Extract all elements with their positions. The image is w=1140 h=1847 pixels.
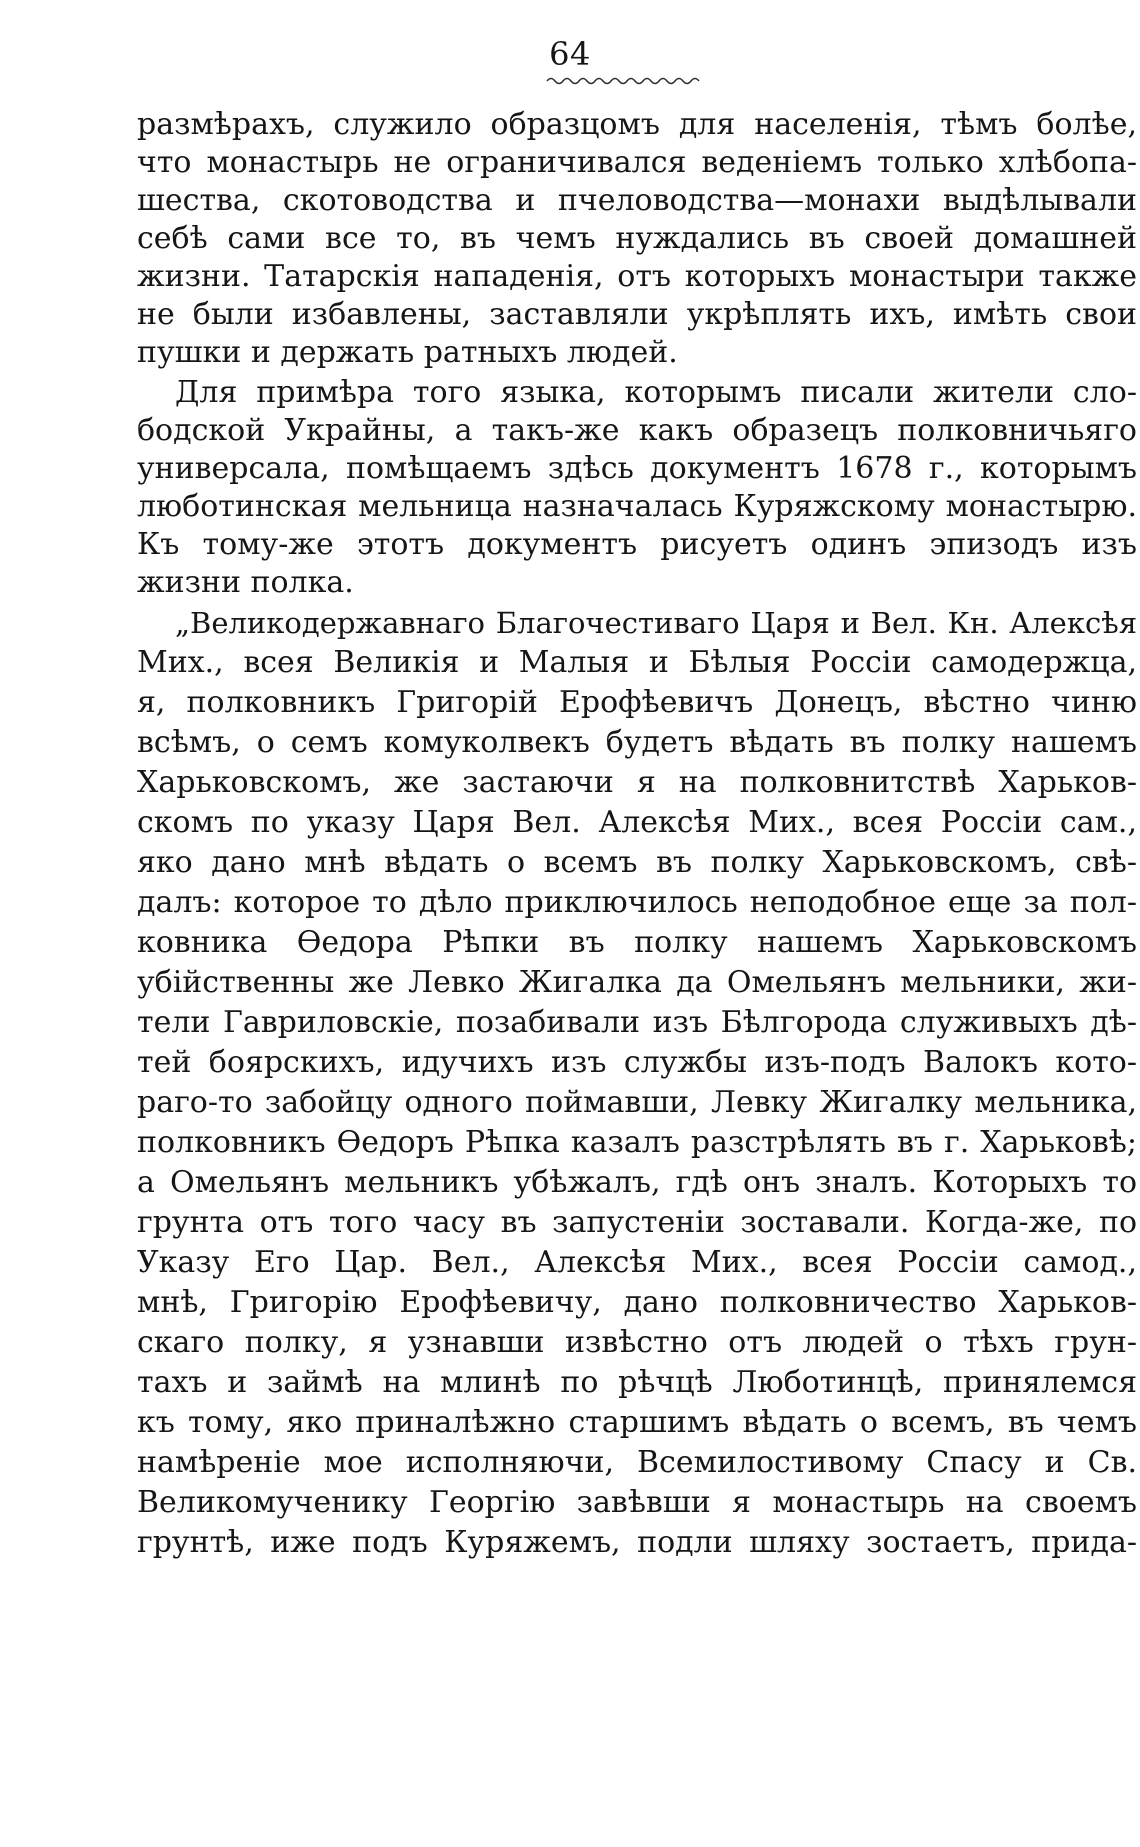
text-line: тели Гавриловскіе, позабивали изъ Бѣлгорода служивыхъ дѣ- [137,1005,1137,1040]
text-line: Указу Его Цар. Вел., Алексѣя Мих., всея Россіи самод., [137,1245,1137,1280]
text-line: универсала, помѣщаемъ здѣсь документъ 1678 г., которымъ [137,451,1137,486]
text-line: раго-то забойцу одного поймавши, Левку Жигалку мельника, [137,1085,1137,1120]
text-line: а Омельянъ мельникъ убѣжалъ, гдѣ онъ зналъ. Которыхъ то [137,1165,1137,1200]
text-line: всѣмъ, о семъ комуколвекъ будетъ вѣдать въ полку нашемъ [137,725,1137,760]
text-line: „Великодержавнаго Благочестиваго Царя и Вел. Кн. Алексѣя [175,606,1137,640]
text-line: жизни. Татарскія нападенія, отъ которыхъ монастыри также [137,259,1137,294]
text-line: грунтѣ, иже подъ Куряжемъ, подли шляху зостаетъ, прида- [137,1525,1137,1560]
page-number: 64 [549,35,591,73]
text-line: намѣреніе мое исполняючи, Всемилостивому Спасу и Св. [137,1445,1137,1480]
text-line: къ тому, яко приналѣжно старшимъ вѣдать о всемъ, въ чемъ [137,1405,1137,1440]
text-line: далъ: которое то дѣло приключилось неподобное еще за пол- [137,885,1137,920]
text-line: люботинская мельница назначалась Куряжскому монастырю. [137,489,1137,524]
text-line: мнѣ, Григорію Ерофѣевичу, дано полковничество Харьков- [137,1285,1137,1320]
text-line: Для примѣра того языка, которымъ писали жители сло- [175,375,1137,410]
text-line: бодской Украйны, а такъ-же какъ образецъ полковничьяго [137,413,1137,448]
text-line: тей боярскихъ, идучихъ изъ службы изъ-подъ Валокъ кото- [137,1045,1137,1080]
text-line: скаго полку, я узнавши извѣстно отъ людей о тѣхъ грун- [137,1325,1137,1360]
text-line: тахъ и займѣ на млинѣ по рѣчцѣ Люботинцѣ, принялемся [137,1365,1137,1400]
text-line: яко дано мнѣ вѣдать о всемъ въ полку Харьковскомъ, свѣ- [137,845,1137,880]
text-line: шества, скотоводства и пчеловодства—монахи выдѣлывали [137,183,1137,218]
text-line: Къ тому-же этотъ документъ рисуетъ одинъ эпизодъ изъ [137,527,1137,562]
text-line: ковника Өедора Рѣпки въ полку нашемъ Харьковскомъ [137,925,1137,960]
text-line: себѣ сами все то, въ чемъ нуждались въ своей домашней [137,221,1137,256]
text-line: не были избавлены, заставляли укрѣплять ихъ, имѣть свои [137,297,1137,332]
text-line: что монастырь не ограничивался веденіемъ только хлѣбопа- [137,145,1137,180]
text-line: скомъ по указу Царя Вел. Алексѣя Мих., всея Россіи сам., [137,805,1137,840]
text-line: жизни полка. [137,565,354,600]
text-line: Мих., всея Великія и Малыя и Бѣлыя Россіи самодержца, [137,645,1137,680]
text-line: убійственны же Левко Жигалка да Омельянъ мельники, жи- [137,965,1137,1000]
text-line: Харьковскомъ, же застаючи я на полковнитствѣ Харьков- [137,765,1137,800]
text-line: Великомученику Георгію завѣвши я монастырь на своемъ [137,1485,1137,1520]
text-line: я, полковникъ Григорій Ерофѣевичъ Донецъ, вѣстно чиню [137,685,1137,720]
text-line: полковникъ Өедоръ Рѣпка казалъ разстрѣлять въ г. Харьковѣ; [137,1125,1137,1160]
ornament-wavy-rule [545,75,705,87]
text-line: пушки и держать ратныхъ людей. [137,335,678,370]
text-line: размѣрахъ, служило образцомъ для населенія, тѣмъ болѣе, [137,107,1137,142]
text-line: грунта отъ того часу въ запустеніи зоставали. Когда-же, по [137,1205,1137,1240]
